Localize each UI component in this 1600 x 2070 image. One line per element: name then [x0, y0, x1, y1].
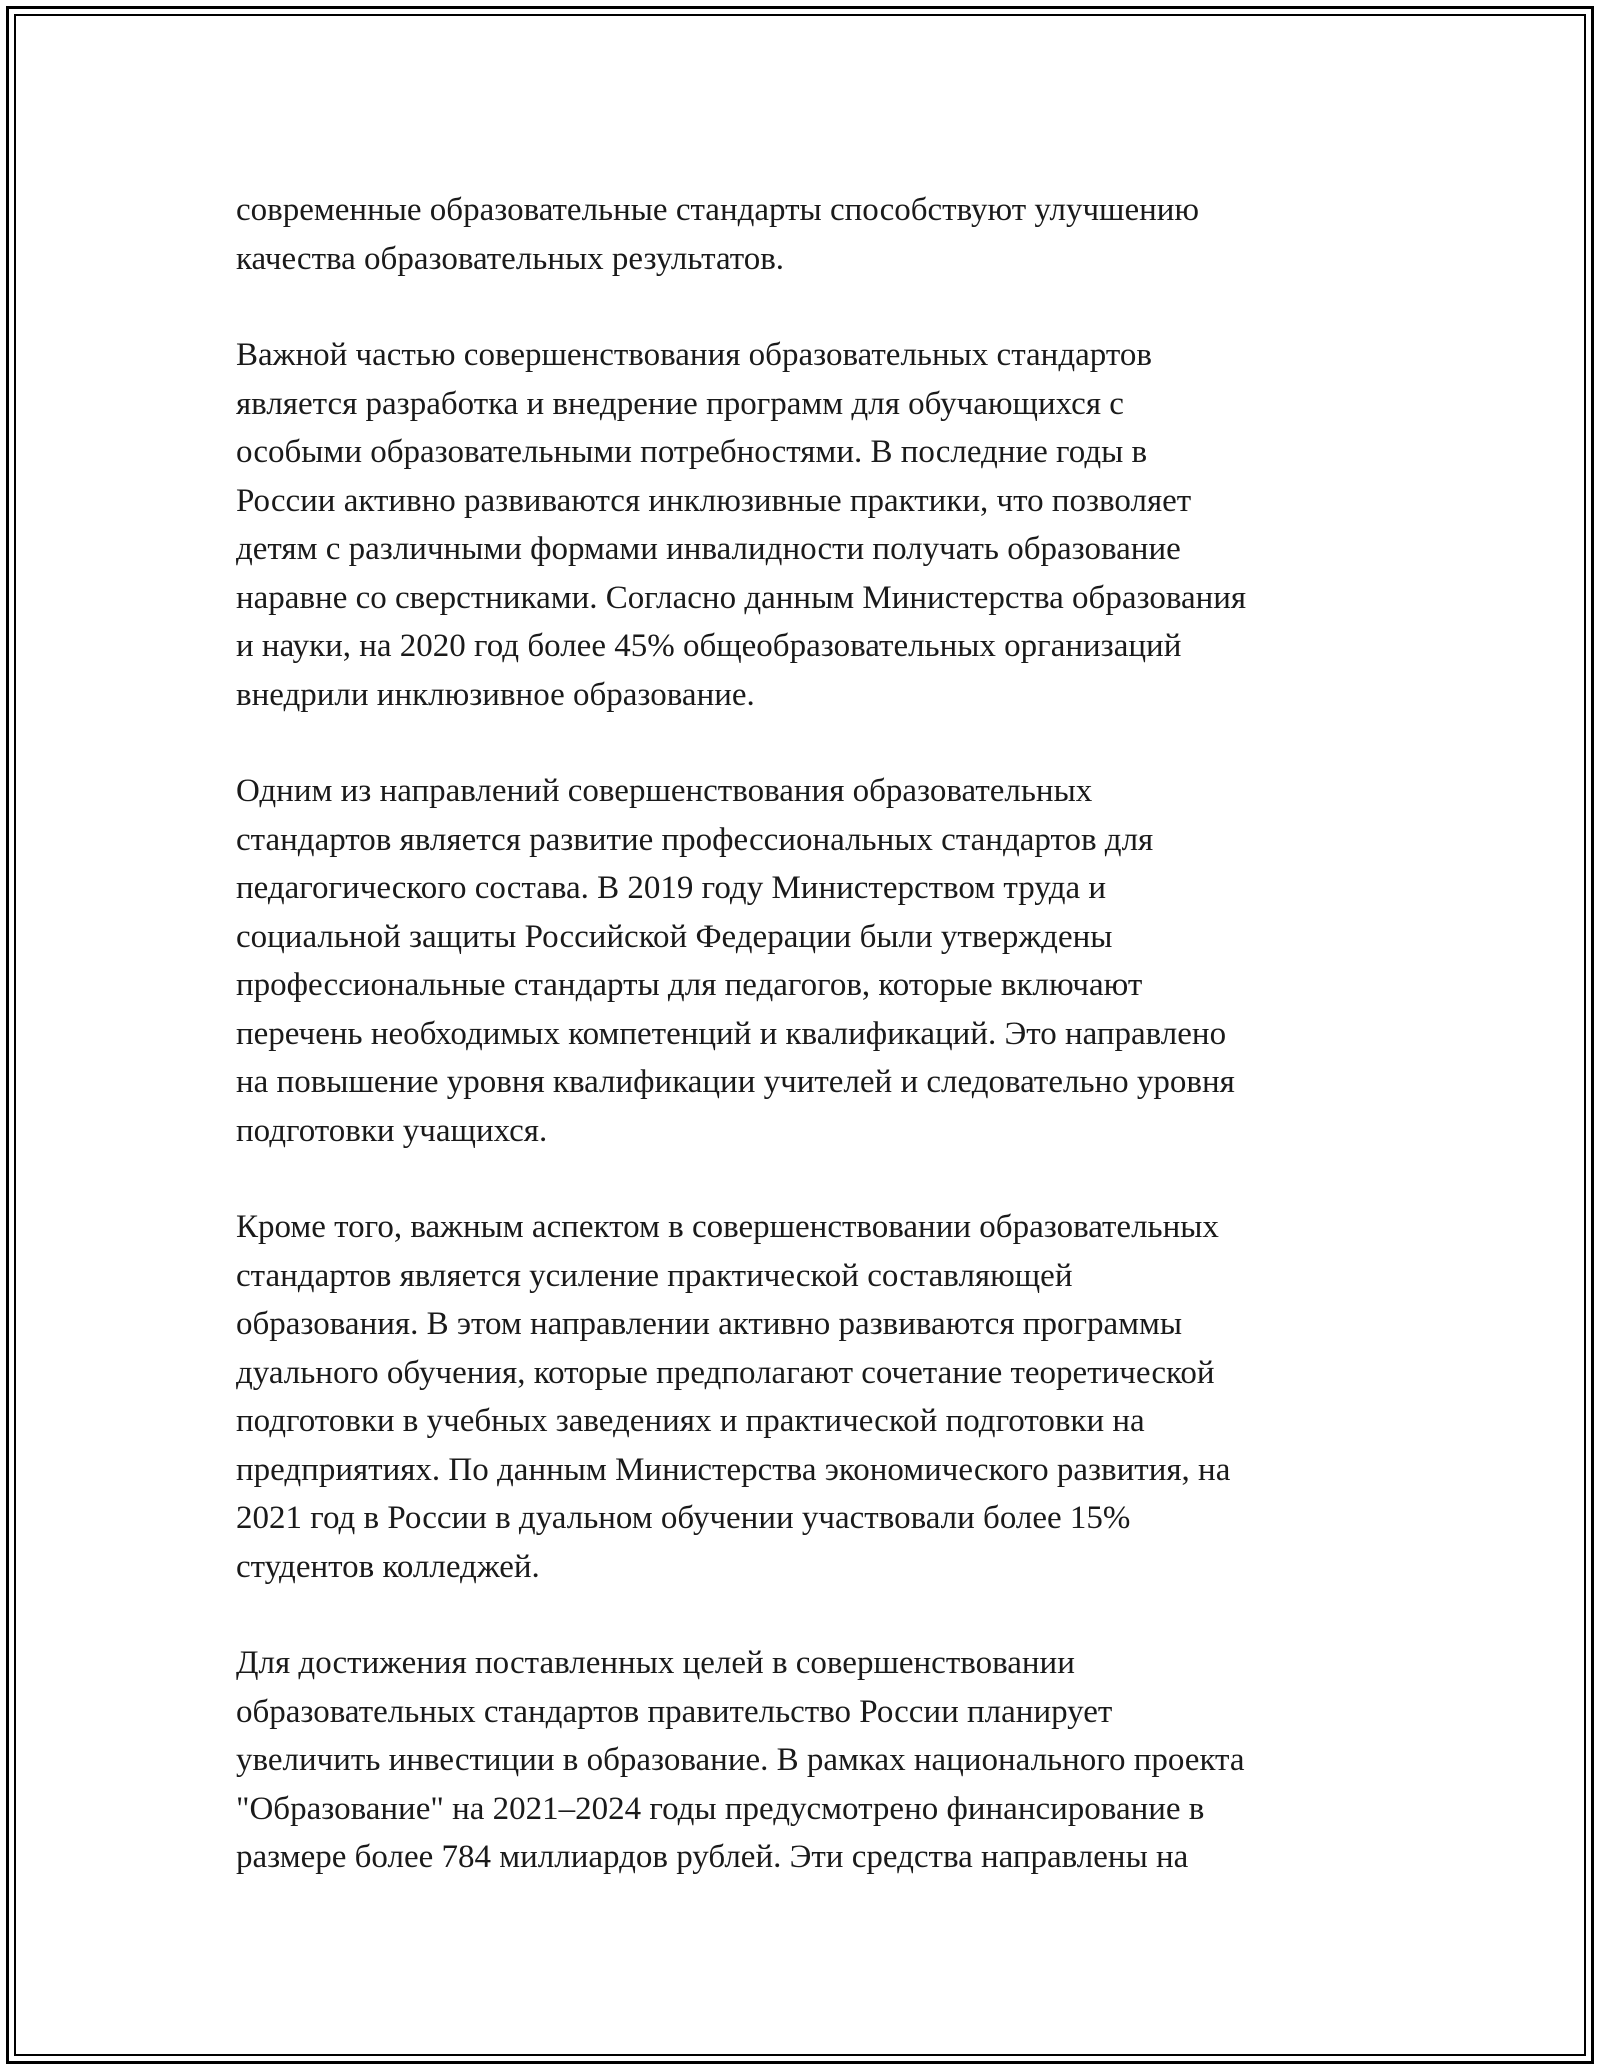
text-line: социальной защиты Российской Федерации были утверждены — [236, 918, 1113, 955]
text-line: размере более 784 миллиардов рублей. Эти средства направлены на — [236, 1839, 1189, 1875]
text-line: Кроме того, важным аспектом в совершенствовании образовательных — [236, 1209, 1219, 1245]
text-line: подготовки в учебных заведениях и практической подготовки на — [236, 1403, 1145, 1439]
text-line: 2021 год в России в дуальном обучении участвовали более 15% — [236, 1500, 1131, 1536]
document-body — [236, 186, 1366, 1930]
text-line: образовательных стандартов правительство России планирует — [236, 1693, 1113, 1730]
text-line: дуального обучения, которые предполагают сочетание теоретической — [236, 1354, 1215, 1391]
paragraph-4 — [236, 1203, 1366, 1591]
paragraph-5 — [236, 1639, 1366, 1882]
text-line: педагогического состава. В 2019 году Министерством труда и — [236, 870, 1107, 906]
paragraph-2 — [236, 331, 1366, 719]
text-line: перечень необходимых компетенций и квалификаций. Это направлено — [236, 1015, 1227, 1052]
text-line: наравне со сверстниками. Согласно данным Министерства образования — [236, 579, 1247, 616]
text-line: подготовки учащихся. — [236, 1112, 548, 1149]
text-line: является разработка и внедрение программ для обучающихся с — [236, 385, 1124, 422]
text-line: "Образование" на 2021–2024 годы предусмотрено финансирование в — [236, 1790, 1205, 1827]
text-line: детям с различными формами инвалидности получать образование — [236, 531, 1181, 567]
paragraph-3 — [236, 767, 1366, 1155]
text-line: современные образовательные стандарты способствуют улучшению — [236, 192, 1200, 228]
text-line: Одним из направлений совершенствования образовательных — [236, 773, 1093, 809]
text-line: внедрили инклюзивное образование. — [236, 676, 755, 713]
text-line: России активно развиваются инклюзивные практики, что позволяет — [236, 482, 1192, 519]
paragraph-1 — [236, 186, 1366, 283]
text-line: стандартов является усиление практической составляющей — [236, 1257, 1073, 1294]
text-line: Для достижения поставленных целей в совершенствовании — [236, 1645, 1075, 1681]
text-line: особыми образовательными потребностями. В последние годы в — [236, 434, 1148, 470]
text-line: образования. В этом направлении активно развиваются программы — [236, 1306, 1183, 1342]
text-line: на повышение уровня квалификации учителей и следовательно уровня — [236, 1064, 1235, 1100]
text-line: качества образовательных результатов. — [236, 240, 785, 277]
text-line: студентов колледжей. — [236, 1548, 540, 1585]
text-line: предприятиях. По данным Министерства экономического развития, на — [236, 1451, 1231, 1488]
text-line: Важной частью совершенствования образовательных стандартов — [236, 337, 1152, 373]
text-line: и науки, на 2020 год более 45% общеобразовательных организаций — [236, 628, 1182, 664]
text-line: профессиональные стандарты для педагогов, которые включают — [236, 967, 1143, 1003]
text-line: увеличить инвестиции в образование. В рамках национального проекта — [236, 1742, 1245, 1778]
text-line: стандартов является развитие профессиональных стандартов для — [236, 821, 1154, 858]
